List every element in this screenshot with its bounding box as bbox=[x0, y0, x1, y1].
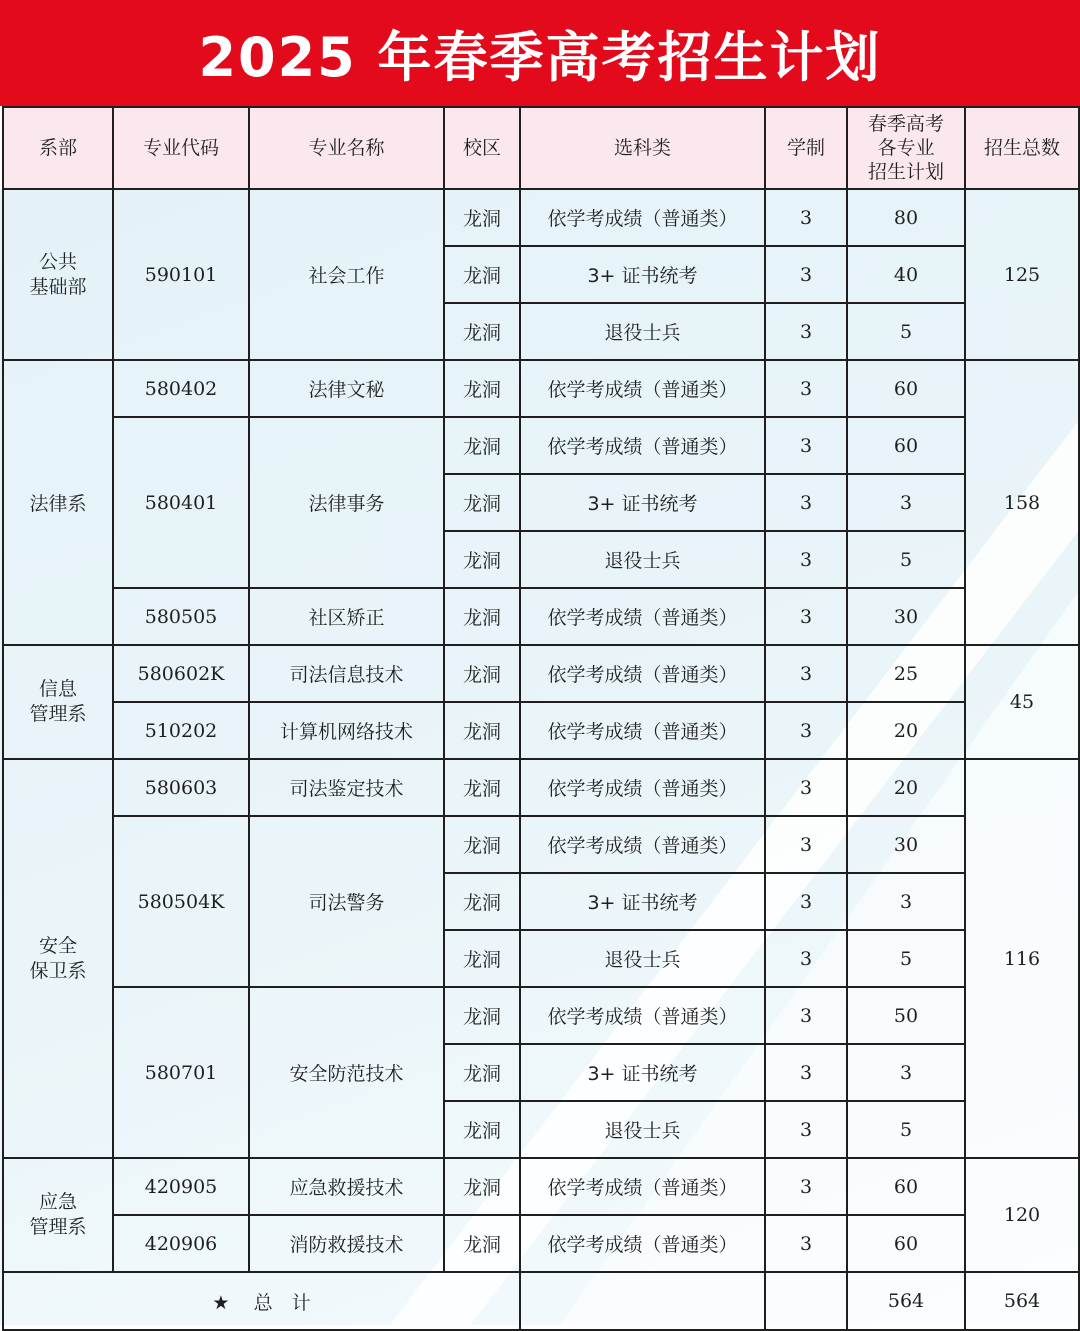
subject-cell: 依学考成绩（普通类） bbox=[520, 1158, 765, 1215]
subject-cell: 依学考成绩（普通类） bbox=[520, 702, 765, 759]
campus-cell: 龙洞 bbox=[444, 930, 520, 987]
header-plan-line3: 招生计划 bbox=[867, 161, 944, 183]
years-cell: 3 bbox=[765, 417, 847, 474]
table-row bbox=[3, 702, 1079, 759]
major-name: 司法鉴定技术 bbox=[249, 759, 444, 816]
years-cell: 3 bbox=[765, 702, 847, 759]
years-cell: 3 bbox=[765, 246, 847, 303]
dept-line1: 安全 bbox=[38, 934, 77, 957]
summary-label-cell bbox=[3, 1272, 520, 1330]
campus-cell: 龙洞 bbox=[444, 1101, 520, 1158]
campus-cell: 龙洞 bbox=[444, 645, 520, 702]
dept-cell bbox=[3, 645, 113, 759]
dept-line2: 管理系 bbox=[29, 1216, 87, 1238]
plan-cell: 50 bbox=[847, 987, 965, 1044]
major-code: 580402 bbox=[113, 360, 249, 417]
years-cell: 3 bbox=[765, 360, 847, 417]
header-years: 学制 bbox=[765, 107, 847, 189]
major-code: 580602K bbox=[113, 645, 249, 702]
major-name: 社会工作 bbox=[249, 189, 444, 360]
subject-cell: 依学考成绩（普通类） bbox=[520, 645, 765, 702]
major-name: 社区矫正 bbox=[249, 588, 444, 645]
dept-cell bbox=[3, 1158, 113, 1272]
subject-cell: 3+ 证书统考 bbox=[520, 246, 765, 303]
campus-cell: 龙洞 bbox=[444, 189, 520, 246]
star-icon: ★ bbox=[212, 1291, 230, 1314]
major-name: 司法信息技术 bbox=[249, 645, 444, 702]
dept-line1: 应急 bbox=[38, 1191, 77, 1213]
dept-cell bbox=[3, 759, 113, 1158]
subject-cell: 退役士兵 bbox=[520, 531, 765, 588]
years-cell: 3 bbox=[765, 1044, 847, 1101]
plan-cell: 5 bbox=[847, 531, 965, 588]
dept-line2: 基础部 bbox=[29, 275, 87, 298]
summary-grand-total: 564 bbox=[965, 1272, 1079, 1330]
plan-cell: 30 bbox=[847, 816, 965, 873]
campus-cell: 龙洞 bbox=[444, 816, 520, 873]
plan-cell: 60 bbox=[847, 1215, 965, 1272]
plan-cell: 3 bbox=[847, 873, 965, 930]
header-plan-line2: 各专业 bbox=[877, 137, 935, 159]
campus-cell: 龙洞 bbox=[444, 702, 520, 759]
major-code: 580504K bbox=[113, 816, 249, 987]
major-code: 420906 bbox=[113, 1215, 249, 1272]
campus-cell: 龙洞 bbox=[444, 417, 520, 474]
major-name: 法律事务 bbox=[249, 417, 444, 588]
header-major: 专业名称 bbox=[249, 107, 444, 189]
subject-cell: 退役士兵 bbox=[520, 1101, 765, 1158]
dept-total: 158 bbox=[965, 360, 1079, 645]
subject-cell: 3+ 证书统考 bbox=[520, 474, 765, 531]
summary-empty-cell bbox=[520, 1272, 765, 1330]
header-code: 专业代码 bbox=[113, 107, 249, 189]
years-cell: 3 bbox=[765, 987, 847, 1044]
summary-row bbox=[3, 1272, 1079, 1330]
dept-line1: 公共 bbox=[38, 250, 77, 273]
campus-cell: 龙洞 bbox=[444, 531, 520, 588]
major-code: 510202 bbox=[113, 702, 249, 759]
plan-cell: 5 bbox=[847, 930, 965, 987]
major-code: 420905 bbox=[113, 1158, 249, 1215]
table-row bbox=[3, 816, 1079, 873]
years-cell: 3 bbox=[765, 645, 847, 702]
dept-total: 116 bbox=[965, 759, 1079, 1158]
title-banner bbox=[0, 0, 1080, 106]
plan-cell: 25 bbox=[847, 645, 965, 702]
plan-cell: 20 bbox=[847, 759, 965, 816]
campus-cell: 龙洞 bbox=[444, 873, 520, 930]
enrollment-plan-table bbox=[2, 106, 1080, 1331]
subject-cell: 依学考成绩（普通类） bbox=[520, 1215, 765, 1272]
campus-cell: 龙洞 bbox=[444, 474, 520, 531]
major-code: 590101 bbox=[113, 189, 249, 360]
years-cell: 3 bbox=[765, 1101, 847, 1158]
subject-cell: 退役士兵 bbox=[520, 303, 765, 360]
campus-cell: 龙洞 bbox=[444, 987, 520, 1044]
years-cell: 3 bbox=[765, 189, 847, 246]
table-row bbox=[3, 417, 1079, 474]
campus-cell: 龙洞 bbox=[444, 1044, 520, 1101]
dept-line2: 保卫系 bbox=[29, 959, 87, 982]
dept-cell: 法律系 bbox=[3, 360, 113, 645]
plan-cell: 3 bbox=[847, 1044, 965, 1101]
campus-cell: 龙洞 bbox=[444, 246, 520, 303]
years-cell: 3 bbox=[765, 759, 847, 816]
campus-cell: 龙洞 bbox=[444, 303, 520, 360]
summary-empty-cell bbox=[765, 1272, 847, 1330]
major-name: 应急救援技术 bbox=[249, 1158, 444, 1215]
plan-cell: 60 bbox=[847, 417, 965, 474]
major-name: 计算机网络技术 bbox=[249, 702, 444, 759]
campus-cell: 龙洞 bbox=[444, 759, 520, 816]
major-code: 580701 bbox=[113, 987, 249, 1158]
dept-total: 120 bbox=[965, 1158, 1079, 1272]
header-row bbox=[3, 107, 1079, 189]
years-cell: 3 bbox=[765, 531, 847, 588]
summary-plan-total: 564 bbox=[847, 1272, 965, 1330]
campus-cell: 龙洞 bbox=[444, 360, 520, 417]
years-cell: 3 bbox=[765, 588, 847, 645]
dept-line1: 信息 bbox=[38, 678, 77, 700]
subject-cell: 依学考成绩（普通类） bbox=[520, 816, 765, 873]
header-total: 招生总数 bbox=[965, 107, 1079, 189]
subject-cell: 依学考成绩（普通类） bbox=[520, 360, 765, 417]
campus-cell: 龙洞 bbox=[444, 588, 520, 645]
table-row bbox=[3, 759, 1079, 816]
plan-cell: 20 bbox=[847, 702, 965, 759]
plan-cell: 60 bbox=[847, 1158, 965, 1215]
subject-cell: 退役士兵 bbox=[520, 930, 765, 987]
header-plan-line1: 春季高考 bbox=[867, 113, 944, 135]
dept-total: 45 bbox=[965, 645, 1079, 759]
header-dept: 系部 bbox=[3, 107, 113, 189]
years-cell: 3 bbox=[765, 1215, 847, 1272]
plan-cell: 5 bbox=[847, 1101, 965, 1158]
dept-line2: 管理系 bbox=[29, 703, 87, 725]
page-title: 2025 年春季高考招生计划 bbox=[198, 25, 882, 89]
table-row bbox=[3, 987, 1079, 1044]
plan-cell: 80 bbox=[847, 189, 965, 246]
major-code: 580401 bbox=[113, 417, 249, 588]
years-cell: 3 bbox=[765, 873, 847, 930]
plan-cell: 40 bbox=[847, 246, 965, 303]
table-row bbox=[3, 588, 1079, 645]
major-name: 法律文秘 bbox=[249, 360, 444, 417]
subject-cell: 依学考成绩（普通类） bbox=[520, 987, 765, 1044]
years-cell: 3 bbox=[765, 303, 847, 360]
plan-cell: 3 bbox=[847, 474, 965, 531]
plan-cell: 60 bbox=[847, 360, 965, 417]
campus-cell: 龙洞 bbox=[444, 1215, 520, 1272]
years-cell: 3 bbox=[765, 474, 847, 531]
years-cell: 3 bbox=[765, 816, 847, 873]
subject-cell: 依学考成绩（普通类） bbox=[520, 189, 765, 246]
header-subject: 选科类 bbox=[520, 107, 765, 189]
table-row bbox=[3, 360, 1079, 417]
subject-cell: 依学考成绩（普通类） bbox=[520, 759, 765, 816]
subject-cell: 依学考成绩（普通类） bbox=[520, 417, 765, 474]
header-plan bbox=[847, 107, 965, 189]
years-cell: 3 bbox=[765, 930, 847, 987]
subject-cell: 3+ 证书统考 bbox=[520, 1044, 765, 1101]
table-row bbox=[3, 1158, 1079, 1215]
major-code: 580603 bbox=[113, 759, 249, 816]
plan-cell: 30 bbox=[847, 588, 965, 645]
header-campus: 校区 bbox=[444, 107, 520, 189]
major-name: 司法警务 bbox=[249, 816, 444, 987]
table-row bbox=[3, 1215, 1079, 1272]
table-row bbox=[3, 645, 1079, 702]
campus-cell: 龙洞 bbox=[444, 1158, 520, 1215]
major-code: 580505 bbox=[113, 588, 249, 645]
plan-cell: 5 bbox=[847, 303, 965, 360]
dept-total: 125 bbox=[965, 189, 1079, 360]
major-name: 安全防范技术 bbox=[249, 987, 444, 1158]
major-name: 消防救援技术 bbox=[249, 1215, 444, 1272]
dept-cell bbox=[3, 189, 113, 360]
subject-cell: 依学考成绩（普通类） bbox=[520, 588, 765, 645]
subject-cell: 3+ 证书统考 bbox=[520, 873, 765, 930]
years-cell: 3 bbox=[765, 1158, 847, 1215]
summary-label: 总 计 bbox=[253, 1291, 311, 1314]
table-row bbox=[3, 189, 1079, 246]
